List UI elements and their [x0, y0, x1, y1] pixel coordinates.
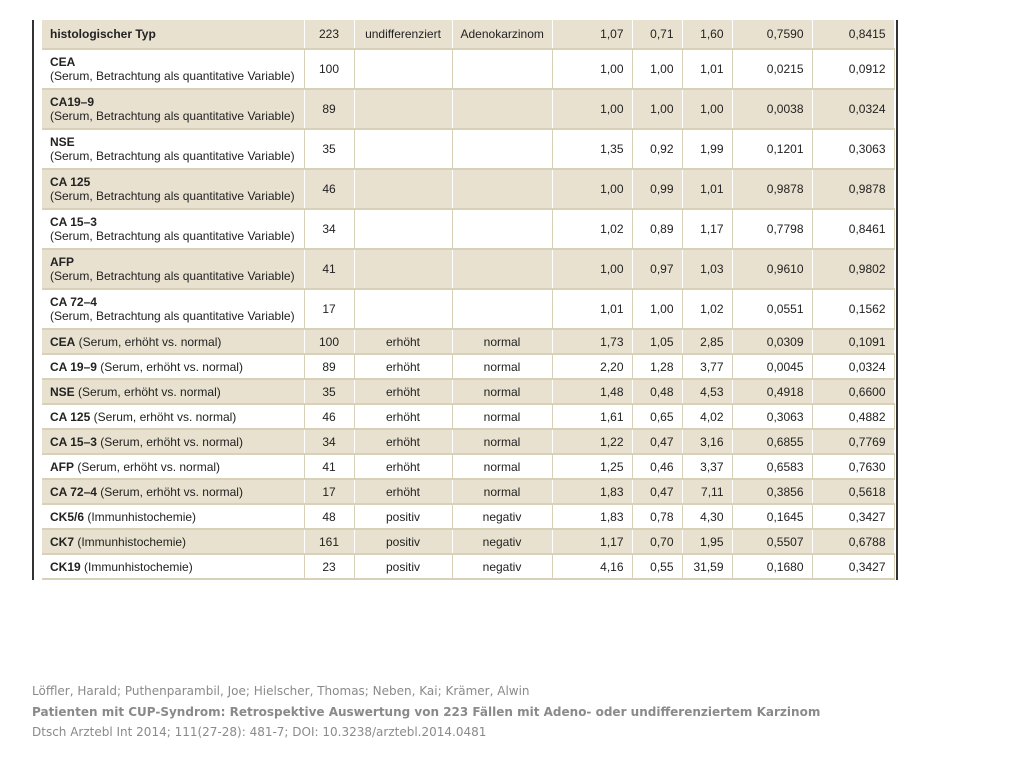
cell-value-4: 0,9878: [732, 169, 812, 209]
parameter-name: NSE: [50, 135, 75, 149]
cell-level-2: [452, 209, 552, 249]
parameter-detail: (Immunhistochemie): [84, 509, 197, 524]
cell-value-4: 0,3063: [732, 404, 812, 429]
results-table-container: [32, 20, 898, 580]
cell-value-1: 2,20: [552, 354, 632, 379]
cell-value-4: 0,6855: [732, 429, 812, 454]
cell-level-2: negativ: [452, 504, 552, 529]
citation-authors: Löffler, Harald; Puthenparambil, Joe; Hielscher, Thomas; Neben, Kai; Krämer, Alwin: [32, 684, 530, 698]
cell-level-2: normal: [452, 404, 552, 429]
cell-value-5: 0,3427: [812, 504, 894, 529]
cell-value-4: 0,7798: [732, 209, 812, 249]
cell-value-2: 0,99: [632, 169, 682, 209]
cell-value-4: 0,3856: [732, 479, 812, 504]
parameter-name: CA 72–4: [50, 295, 97, 309]
cell-level-2: normal: [452, 354, 552, 379]
cell-level-1: erhöht: [354, 404, 452, 429]
parameter-name: AFP: [50, 255, 74, 269]
cell-value-3: 1,01: [682, 169, 732, 209]
cell-value-2: 0,78: [632, 504, 682, 529]
table-row: [42, 209, 894, 249]
cell-value-4: 0,9610: [732, 249, 812, 289]
parameter-name: CA 72–4: [50, 484, 97, 499]
cell-value-1: 1,01: [552, 289, 632, 329]
cell-value-5: 0,7769: [812, 429, 894, 454]
table-row: [42, 329, 894, 354]
cell-parameter: [42, 454, 304, 479]
parameter-subtitle: (Serum, Betrachtung als quantitative Variable): [50, 269, 295, 283]
cell-value-1: 1,83: [552, 504, 632, 529]
parameter-detail: (Serum, erhöht vs. normal): [90, 409, 237, 424]
cell-level-2: [452, 169, 552, 209]
cell-level-1: erhöht: [354, 329, 452, 354]
cell-parameter: [42, 169, 304, 209]
cell-n: 41: [304, 454, 354, 479]
parameter-name: AFP: [50, 459, 74, 474]
cell-value-5: 0,4882: [812, 404, 894, 429]
cell-level-2: [452, 89, 552, 129]
cell-value-3: 1,02: [682, 289, 732, 329]
cell-level-2: [452, 129, 552, 169]
cell-value-1: 1,07: [552, 20, 632, 49]
table-row: [42, 354, 894, 379]
cell-level-1: [354, 209, 452, 249]
parameter-name: CA 125: [50, 175, 91, 189]
cell-value-3: 1,03: [682, 249, 732, 289]
parameter-name: histologischer Typ: [50, 27, 156, 41]
cell-level-2: Adenokarzinom: [452, 20, 552, 49]
cell-value-2: 0,97: [632, 249, 682, 289]
cell-parameter: [42, 504, 304, 529]
parameter-subtitle: (Serum, Betrachtung als quantitative Variable): [50, 69, 295, 83]
parameter-name: NSE: [50, 384, 75, 399]
cell-n: 100: [304, 49, 354, 89]
cell-value-3: 1,00: [682, 89, 732, 129]
table-row: [42, 504, 894, 529]
cell-value-1: 1,00: [552, 249, 632, 289]
cell-level-1: positiv: [354, 529, 452, 554]
parameter-name: CA 15–3: [50, 434, 97, 449]
cell-level-1: [354, 289, 452, 329]
cell-parameter: [42, 20, 304, 49]
cell-value-2: 1,28: [632, 354, 682, 379]
cell-n: 17: [304, 479, 354, 504]
table-row: [42, 529, 894, 554]
table-row: [42, 129, 894, 169]
cell-n: 46: [304, 404, 354, 429]
parameter-detail: (Serum, erhöht vs. normal): [74, 384, 221, 399]
cell-level-1: [354, 129, 452, 169]
cell-level-1: [354, 169, 452, 209]
cell-parameter: [42, 429, 304, 454]
cell-parameter: [42, 129, 304, 169]
cell-value-3: 3,37: [682, 454, 732, 479]
table-row: [42, 249, 894, 289]
cell-value-5: 0,5618: [812, 479, 894, 504]
parameter-name: CK7: [50, 534, 75, 549]
parameter-name: CEA: [50, 55, 76, 69]
cell-value-5: 0,6788: [812, 529, 894, 554]
cell-parameter: [42, 354, 304, 379]
table-row: [42, 479, 894, 504]
parameter-detail: (Immunhistochemie): [80, 559, 193, 574]
cell-value-1: 1,00: [552, 169, 632, 209]
cell-value-2: 0,89: [632, 209, 682, 249]
cell-value-4: 0,5507: [732, 529, 812, 554]
parameter-name: CA 19–9: [50, 359, 97, 374]
cell-value-2: 0,71: [632, 20, 682, 49]
parameter-name: CA 15–3: [50, 215, 97, 229]
cell-level-2: negativ: [452, 554, 552, 579]
cell-n: 17: [304, 289, 354, 329]
cell-level-2: normal: [452, 479, 552, 504]
cell-parameter: [42, 554, 304, 579]
cell-value-4: 0,0551: [732, 289, 812, 329]
table-row: [42, 379, 894, 404]
cell-value-4: 0,1201: [732, 129, 812, 169]
cell-value-5: 0,9878: [812, 169, 894, 209]
cell-parameter: [42, 329, 304, 354]
cell-parameter: [42, 249, 304, 289]
cell-value-4: 0,6583: [732, 454, 812, 479]
cell-value-2: 1,00: [632, 89, 682, 129]
table-row: [42, 20, 894, 49]
cell-value-1: 1,00: [552, 49, 632, 89]
cell-value-3: 1,17: [682, 209, 732, 249]
cell-n: 41: [304, 249, 354, 289]
cell-n: 161: [304, 529, 354, 554]
parameter-subtitle: (Serum, Betrachtung als quantitative Variable): [50, 189, 295, 203]
cell-value-2: 0,47: [632, 479, 682, 504]
cell-level-2: [452, 289, 552, 329]
cell-parameter: [42, 89, 304, 129]
cell-value-1: 1,02: [552, 209, 632, 249]
parameter-name: CA19–9: [50, 95, 95, 109]
cell-value-3: 1,99: [682, 129, 732, 169]
table-row: [42, 429, 894, 454]
cell-value-4: 0,1645: [732, 504, 812, 529]
cell-value-1: 1,22: [552, 429, 632, 454]
table-row: [42, 454, 894, 479]
cell-parameter: [42, 209, 304, 249]
cell-value-2: 0,48: [632, 379, 682, 404]
citation-source: Dtsch Arztebl Int 2014; 111(27-28): 481-7; DOI: 10.3238/arztebl.2014.0481: [32, 725, 487, 739]
parameter-detail: (Serum, erhöht vs. normal): [74, 459, 221, 474]
cell-value-1: 1,73: [552, 329, 632, 354]
cell-value-1: 1,25: [552, 454, 632, 479]
cell-value-2: 0,55: [632, 554, 682, 579]
table-row: [42, 289, 894, 329]
cell-value-4: 0,0045: [732, 354, 812, 379]
cell-n: 89: [304, 354, 354, 379]
parameter-subtitle: (Serum, Betrachtung als quantitative Variable): [50, 229, 295, 243]
parameter-name: CA 125: [50, 409, 91, 424]
cell-n: 223: [304, 20, 354, 49]
table-row: [42, 89, 894, 129]
cell-parameter: [42, 49, 304, 89]
citation-title: Patienten mit CUP-Syndrom: Retrospektive Auswertung von 223 Fällen mit Adeno- oder undifferenziertem Karzinom: [32, 704, 821, 719]
cell-value-3: 31,59: [682, 554, 732, 579]
cell-value-4: 0,1680: [732, 554, 812, 579]
parameter-name: CK5/6: [50, 509, 85, 524]
cell-value-2: 0,65: [632, 404, 682, 429]
cell-level-2: normal: [452, 379, 552, 404]
cell-value-5: 0,0324: [812, 89, 894, 129]
cell-parameter: [42, 529, 304, 554]
parameter-detail: (Serum, erhöht vs. normal): [75, 334, 222, 349]
parameter-detail: (Immunhistochemie): [74, 534, 187, 549]
cell-value-1: 1,17: [552, 529, 632, 554]
table-row: [42, 169, 894, 209]
cell-level-1: [354, 49, 452, 89]
cell-value-5: 0,1091: [812, 329, 894, 354]
table-row: [42, 554, 894, 579]
parameter-subtitle: (Serum, Betrachtung als quantitative Variable): [50, 149, 295, 163]
cell-level-1: undifferenziert: [354, 20, 452, 49]
parameter-subtitle: (Serum, Betrachtung als quantitative Variable): [50, 109, 295, 123]
cell-value-4: 0,4918: [732, 379, 812, 404]
parameter-name: CEA: [50, 334, 76, 349]
parameter-subtitle: (Serum, Betrachtung als quantitative Variable): [50, 309, 295, 323]
cell-parameter: [42, 404, 304, 429]
cell-n: 34: [304, 429, 354, 454]
cell-value-2: 0,46: [632, 454, 682, 479]
cell-value-1: 1,00: [552, 89, 632, 129]
cell-n: 35: [304, 379, 354, 404]
cell-value-5: 0,8415: [812, 20, 894, 49]
cell-value-3: 7,11: [682, 479, 732, 504]
cell-value-1: 1,48: [552, 379, 632, 404]
parameter-detail: (Serum, erhöht vs. normal): [96, 434, 243, 449]
cell-value-5: 0,3063: [812, 129, 894, 169]
cell-level-2: [452, 49, 552, 89]
cell-level-2: [452, 249, 552, 289]
cell-n: 34: [304, 209, 354, 249]
cell-level-2: normal: [452, 429, 552, 454]
cell-n: 89: [304, 89, 354, 129]
cell-level-2: negativ: [452, 529, 552, 554]
cell-value-2: 1,00: [632, 289, 682, 329]
cell-level-1: positiv: [354, 504, 452, 529]
cell-value-5: 0,1562: [812, 289, 894, 329]
cell-value-2: 1,00: [632, 49, 682, 89]
cell-value-3: 3,77: [682, 354, 732, 379]
cell-value-3: 4,02: [682, 404, 732, 429]
cell-parameter: [42, 289, 304, 329]
cell-value-3: 4,53: [682, 379, 732, 404]
cell-parameter: [42, 479, 304, 504]
cell-n: 23: [304, 554, 354, 579]
cell-value-5: 0,6600: [812, 379, 894, 404]
cell-level-1: positiv: [354, 554, 452, 579]
cell-level-1: [354, 89, 452, 129]
cell-level-1: erhöht: [354, 479, 452, 504]
cell-value-3: 3,16: [682, 429, 732, 454]
table-row: [42, 404, 894, 429]
cell-value-2: 0,70: [632, 529, 682, 554]
cell-value-3: 4,30: [682, 504, 732, 529]
cell-value-1: 1,83: [552, 479, 632, 504]
cell-level-2: normal: [452, 454, 552, 479]
cell-value-2: 1,05: [632, 329, 682, 354]
cell-n: 100: [304, 329, 354, 354]
cell-value-4: 0,7590: [732, 20, 812, 49]
cell-level-1: erhöht: [354, 354, 452, 379]
cell-value-5: 0,0912: [812, 49, 894, 89]
cell-level-1: erhöht: [354, 454, 452, 479]
results-table: [42, 20, 895, 580]
cell-value-5: 0,7630: [812, 454, 894, 479]
cell-value-5: 0,0324: [812, 354, 894, 379]
cell-level-1: erhöht: [354, 429, 452, 454]
parameter-detail: (Serum, erhöht vs. normal): [96, 359, 243, 374]
cell-n: 48: [304, 504, 354, 529]
cell-value-3: 1,95: [682, 529, 732, 554]
cell-level-2: normal: [452, 329, 552, 354]
cell-value-5: 0,3427: [812, 554, 894, 579]
cell-value-2: 0,92: [632, 129, 682, 169]
cell-value-4: 0,0215: [732, 49, 812, 89]
cell-value-4: 0,0309: [732, 329, 812, 354]
cell-value-1: 1,35: [552, 129, 632, 169]
cell-n: 46: [304, 169, 354, 209]
parameter-detail: (Serum, erhöht vs. normal): [96, 484, 243, 499]
cell-value-5: 0,9802: [812, 249, 894, 289]
cell-level-1: erhöht: [354, 379, 452, 404]
cell-parameter: [42, 379, 304, 404]
cell-value-3: 1,60: [682, 20, 732, 49]
cell-value-3: 1,01: [682, 49, 732, 89]
parameter-name: CK19: [50, 559, 81, 574]
cell-value-1: 4,16: [552, 554, 632, 579]
citation-block: [32, 681, 932, 743]
cell-value-3: 2,85: [682, 329, 732, 354]
table-row: [42, 49, 894, 89]
cell-value-4: 0,0038: [732, 89, 812, 129]
cell-value-2: 0,47: [632, 429, 682, 454]
cell-level-1: [354, 249, 452, 289]
cell-value-1: 1,61: [552, 404, 632, 429]
cell-value-5: 0,8461: [812, 209, 894, 249]
cell-n: 35: [304, 129, 354, 169]
